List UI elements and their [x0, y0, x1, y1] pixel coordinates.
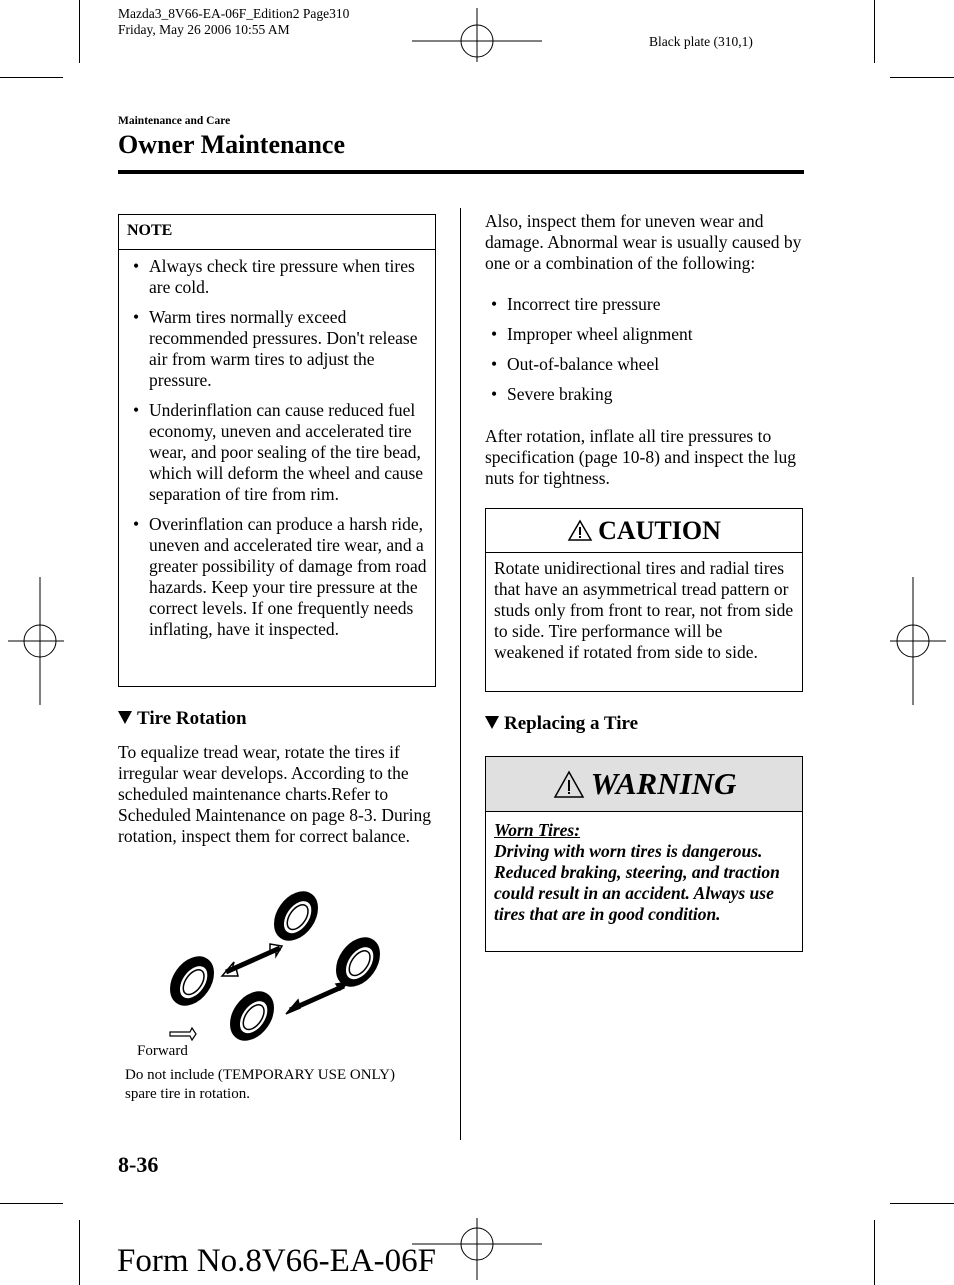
triangle-bullet-icon: [485, 716, 499, 729]
list-item: • Out-of-balance wheel: [485, 354, 803, 375]
caution-header: [486, 509, 802, 553]
black-plate-label: Black plate (310,1): [649, 34, 753, 49]
forward-arrow-icon: [170, 1028, 196, 1040]
list-item: • Incorrect tire pressure: [485, 294, 803, 315]
form-number: Form No.8V66-EA-06F: [117, 1243, 436, 1279]
note-list: [119, 250, 435, 640]
caution-box: [485, 508, 803, 692]
tire-icon: [266, 884, 325, 947]
tire-rotation-heading: Tire Rotation: [118, 708, 247, 730]
after-rotation-text: After rotation, inflate all tire pressures to specification (page 10-8) and inspect the lug nuts for tightness.: [485, 426, 797, 488]
warning-title: WARNING: [590, 766, 737, 801]
triangle-bullet-icon: [118, 711, 132, 724]
list-item: • Improper wheel alignment: [485, 324, 803, 345]
title-rule: [118, 170, 804, 174]
note-item: • Overinflation can produce a harsh ride, uneven and accelerated tire wear, and a greater possibility of damage from road hazards. Keep your tire pressure at the correct levels. If one frequently needs inflating, have it inspected.: [127, 514, 429, 640]
list-item: • Severe braking: [485, 384, 803, 405]
section-label: Maintenance and Care: [118, 115, 231, 127]
figure-forward-label: Forward: [137, 1043, 188, 1059]
caution-title: CAUTION: [598, 515, 721, 545]
note-item: • Underinflation can cause reduced fuel economy, uneven and accelerated tire wear, and poor sealing of the tire bead, which will deform the wheel and cause separation of tire from rim.: [127, 400, 429, 505]
warning-header: [486, 757, 802, 812]
note-box: [118, 214, 436, 687]
caution-body: Rotate unidirectional tires and radial tires that have an asymmetrical tread pattern or studs only from front to rear, not from side to side. Tire performance will be weakened if rotated from side to side.: [494, 558, 794, 662]
tire-rotation-diagram: [130, 882, 430, 1062]
figure-caption: Do not include (TEMPORARY USE ONLY) spare tire in rotation.: [125, 1067, 396, 1102]
warning-subtitle: Worn Tires:: [494, 820, 581, 840]
tire-icon: [162, 949, 221, 1012]
print-header-line1: Mazda3_8V66-EA-06F_Edition2 Page310: [118, 6, 350, 21]
tire-icon: [222, 984, 281, 1047]
replacing-tire-heading: Replacing a Tire: [485, 713, 638, 735]
column-divider: [460, 208, 461, 1140]
print-header-line2: Friday, May 26 2006 10:55 AM: [118, 22, 290, 37]
tire-rotation-body: To equalize tread wear, rotate the tires if irregular wear develops. According to the scheduled maintenance charts.Refer to Scheduled Maintenance on page 8-3. During rotation, inspect them for correct balance.: [118, 742, 431, 846]
inspection-intro: Also, inspect them for uneven wear and damage. Abnormal wear is usually caused by one or a combination of the following:: [485, 211, 802, 273]
page-number: 8-36: [118, 1152, 159, 1177]
warning-triangle-icon: [552, 770, 586, 799]
warning-box: [485, 756, 803, 952]
note-item: • Warm tires normally exceed recommended pressures. Don't release air from warm tires to adjust the pressure.: [127, 307, 429, 391]
note-heading: NOTE: [119, 215, 435, 250]
note-item: • Always check tire pressure when tires are cold.: [127, 256, 429, 298]
warning-triangle-icon: [567, 519, 593, 542]
double-arrow-icon: [286, 982, 348, 1014]
warning-body: Driving with worn tires is dangerous. Reduced braking, steering, and traction could result in an accident. Always use tires that are in good condition.: [494, 841, 780, 924]
warning-content: [486, 812, 802, 925]
page-title: Owner Maintenance: [118, 130, 345, 159]
double-arrow-icon: [222, 944, 282, 976]
wear-causes-list: [485, 294, 803, 405]
